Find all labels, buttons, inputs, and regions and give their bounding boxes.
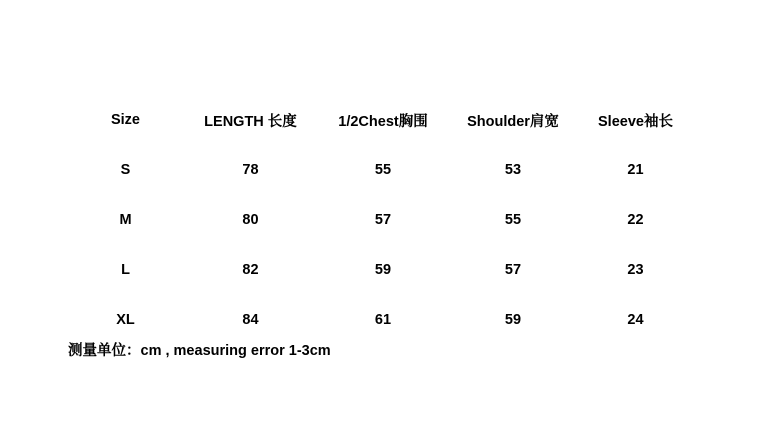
cell-shoulder: 59: [504, 312, 522, 328]
size-table: [68, 95, 693, 345]
cell-size: XL: [116, 312, 135, 328]
size-chart-container: [68, 95, 693, 345]
cell-shoulder: 57: [504, 262, 522, 278]
cell-length: 82: [242, 262, 259, 278]
cell-chest: 55: [374, 162, 392, 178]
cell-size: M: [119, 212, 132, 228]
cell-size: S: [120, 162, 131, 178]
table-row: [68, 195, 693, 245]
measurement-note: 测量单位：cm , measuring error 1-3cm: [68, 343, 331, 359]
table-row: [68, 145, 693, 195]
column-header-size: Size: [110, 112, 140, 128]
column-header-sleeve: Sleeve袖长: [598, 113, 673, 130]
column-header-chest: 1/2Chest胸围: [338, 113, 428, 130]
cell-length: 80: [242, 212, 259, 228]
cell-shoulder: 53: [504, 162, 522, 178]
cell-sleeve: 24: [627, 312, 644, 328]
cell-sleeve: 23: [627, 262, 644, 278]
cell-sleeve: 22: [627, 212, 644, 228]
table-header: [68, 95, 693, 145]
cell-length: 78: [242, 162, 259, 178]
cell-sleeve: 21: [627, 162, 644, 178]
cell-length: 84: [242, 312, 259, 328]
column-header-shoulder: Shoulder肩宽: [467, 113, 559, 130]
cell-chest: 59: [374, 262, 392, 278]
cell-size: L: [121, 262, 130, 278]
table-row: [68, 245, 693, 295]
table-header-row: [68, 95, 693, 145]
cell-shoulder: 55: [504, 212, 522, 228]
cell-chest: 61: [374, 312, 392, 328]
column-header-length: LENGTH 长度: [204, 113, 297, 130]
table-row: [68, 295, 693, 345]
cell-chest: 57: [374, 212, 392, 228]
table-body: [68, 145, 693, 345]
